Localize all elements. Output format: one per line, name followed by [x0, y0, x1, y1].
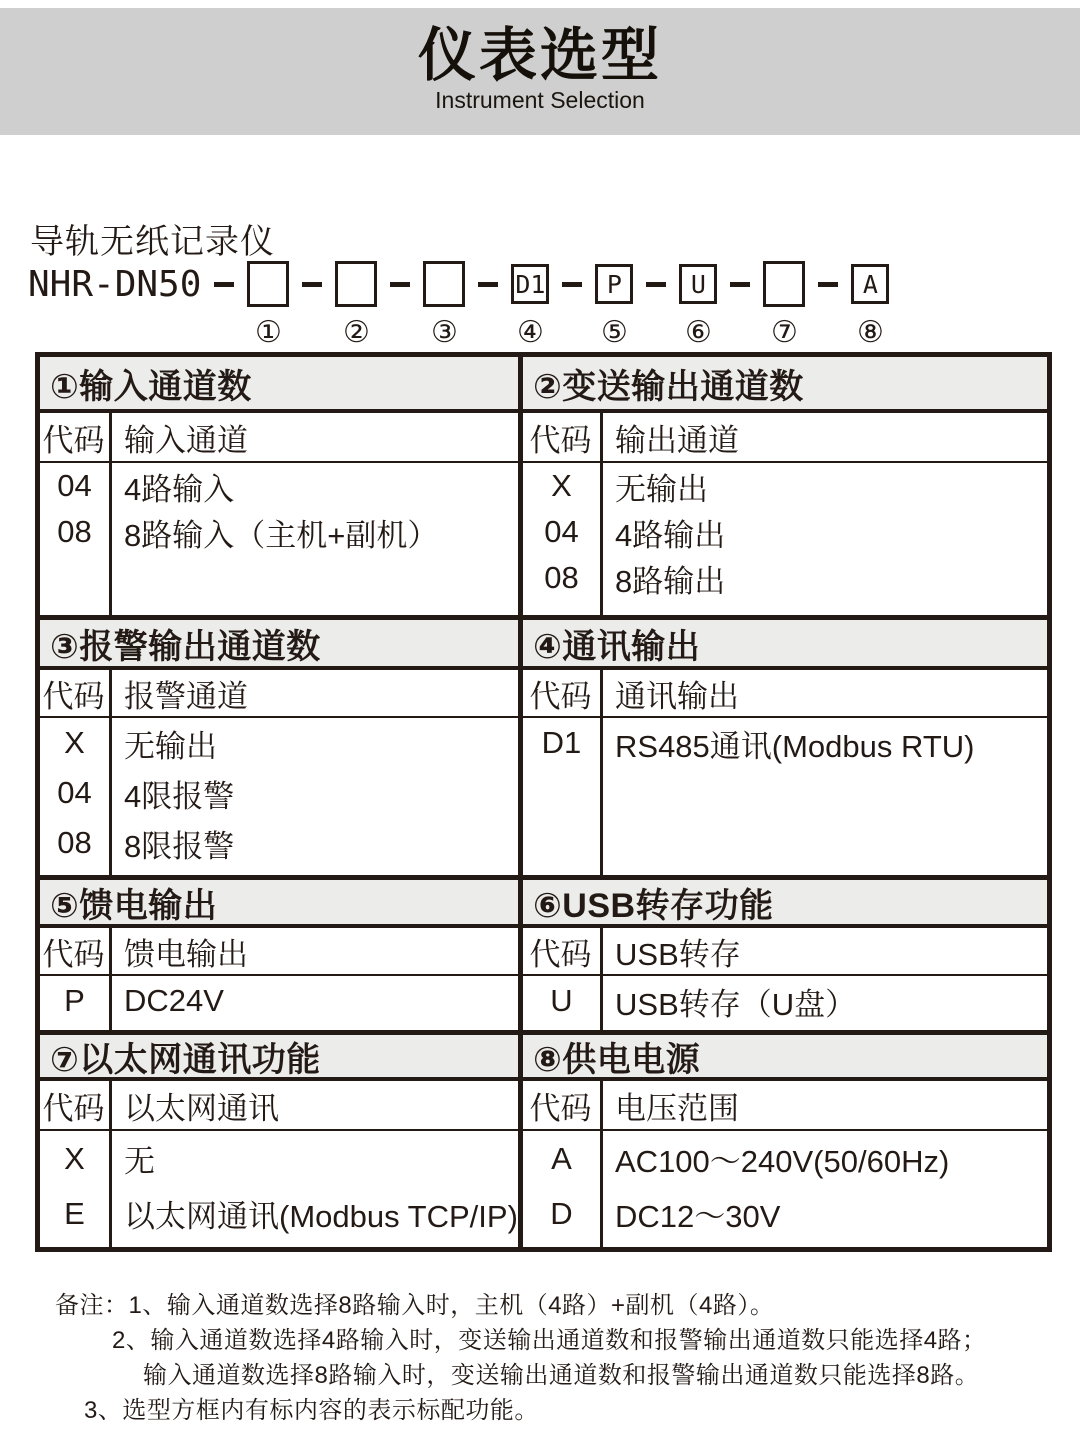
model-code-line [28, 258, 889, 310]
slot-number-4: ④ [516, 315, 544, 349]
selection-table [35, 352, 1052, 1252]
section-title: ⑦以太网通讯功能 [40, 1035, 518, 1081]
model-slot-box-6: U [679, 264, 717, 304]
code-header: 代码 [523, 413, 600, 463]
section-title: ⑧供电电源 [523, 1035, 1047, 1081]
code-header: 代码 [523, 1081, 600, 1131]
desc-cell: AC100～240V(50/60Hz) [615, 1144, 950, 1179]
desc-cell: 无 [124, 1144, 155, 1179]
slot-number-row [28, 314, 889, 350]
code-cell: 04 [544, 514, 579, 549]
section-alarm-output-channels [40, 615, 518, 875]
desc-cell: USB转存（U盘） [615, 986, 857, 1022]
desc-cell: 4路输出 [615, 517, 726, 553]
slot-number-3: ③ [430, 315, 458, 349]
code-header: 代码 [40, 928, 109, 976]
table-right-column [523, 357, 1047, 1247]
model-slot-box-1 [247, 261, 289, 307]
model-slot-box-7 [763, 261, 805, 307]
desc-cell: 8限报警 [124, 828, 235, 864]
model-slot-box-5: P [595, 264, 633, 304]
dash-separator [478, 282, 498, 287]
slot-number-7: ⑦ [770, 315, 798, 349]
section-ethernet-comm [40, 1030, 518, 1247]
code-header: 代码 [40, 413, 109, 463]
code-cell: D [550, 1195, 573, 1231]
code-cell: P [64, 983, 85, 1018]
code-cell: 08 [544, 560, 579, 595]
dash-separator [562, 282, 582, 287]
section-usb-transfer [523, 875, 1047, 1030]
desc-header: 报警通道 [112, 670, 518, 718]
dash-separator [214, 282, 234, 287]
code-cell: D1 [541, 725, 582, 760]
notes [0, 1288, 1080, 1428]
page-title: 仪表选型 [417, 23, 662, 88]
model-slot-box-2 [335, 261, 377, 307]
code-cell: X [551, 468, 572, 503]
dash-separator [302, 282, 322, 287]
code-cell: 04 [57, 775, 92, 810]
section-title: ①输入通道数 [40, 357, 518, 413]
desc-cell: 4路输入 [124, 471, 235, 507]
desc-cell: DC12～30V [615, 1199, 781, 1234]
desc-header: 以太网通讯 [112, 1081, 518, 1131]
dash-separator [390, 282, 410, 287]
desc-cell: 4限报警 [124, 778, 235, 814]
code-cell: X [64, 1140, 85, 1176]
code-cell: E [64, 1195, 85, 1231]
code-header: 代码 [40, 1081, 109, 1131]
code-header: 代码 [523, 670, 600, 718]
section-title: ③报警输出通道数 [40, 620, 518, 670]
slot-number-8: ⑧ [856, 315, 884, 349]
code-cell: A [551, 1140, 572, 1176]
code-header: 代码 [523, 928, 600, 976]
code-cell: 04 [57, 468, 92, 503]
desc-header: 输入通道 [112, 413, 518, 463]
section-input-channels [40, 357, 518, 615]
desc-header: USB转存 [603, 928, 1047, 976]
section-title: ⑥USB转存功能 [523, 880, 1047, 928]
desc-cell: DC24V [124, 983, 224, 1018]
desc-header: 电压范围 [603, 1081, 1047, 1131]
code-cell: X [64, 725, 85, 760]
desc-cell: RS485通讯(Modbus RTU) [615, 728, 975, 764]
dash-separator [818, 282, 838, 287]
section-title: ②变送输出通道数 [523, 357, 1047, 413]
model-slot-box-3 [423, 261, 465, 307]
desc-header: 输出通道 [603, 413, 1047, 463]
section-comm-output [523, 615, 1047, 875]
slot-number-1: ① [254, 315, 282, 349]
note-line: 输入通道数选择8路输入时，变送输出通道数和报警输出通道数只能选择8路。 [143, 1362, 980, 1389]
dash-separator [730, 282, 750, 287]
slot-number-2: ② [342, 315, 370, 349]
model-slot-box-4: D1 [511, 264, 549, 304]
section-transmit-output-channels [523, 357, 1047, 615]
desc-cell: 8路输出 [615, 563, 726, 599]
desc-cell: 无输出 [615, 471, 708, 507]
model-slot-box-8: A [851, 264, 889, 304]
desc-cell: 8路输入（主机+副机） [124, 517, 439, 553]
note-line: 2、输入通道数选择4路输入时，变送输出通道数和报警输出通道数只能选择4路； [112, 1327, 987, 1354]
section-power-supply [523, 1030, 1047, 1247]
note-line: 3、选型方框内有标内容的表示标配功能。 [84, 1397, 539, 1424]
desc-header: 馈电输出 [112, 928, 518, 976]
page-header [0, 8, 1080, 135]
product-name: 导轨无纸记录仪 [30, 223, 275, 261]
page-subtitle: Instrument Selection [435, 86, 645, 113]
table-left-column [40, 357, 518, 1247]
dash-separator [646, 282, 666, 287]
desc-header: 通讯输出 [603, 670, 1047, 718]
code-cell: 08 [57, 825, 92, 860]
slot-number-6: ⑥ [684, 315, 712, 349]
section-title: ⑤馈电输出 [40, 880, 518, 928]
desc-cell: 以太网通讯(Modbus TCP/IP) [124, 1199, 518, 1234]
slot-number-5: ⑤ [600, 315, 628, 349]
note-line: 备注：1、输入通道数选择8路输入时，主机（4路）+副机（4路）。 [55, 1292, 775, 1319]
section-power-feed-output [40, 875, 518, 1030]
code-header: 代码 [40, 670, 109, 718]
desc-cell: 无输出 [124, 728, 217, 764]
model-prefix: NHR-DN50 [28, 263, 202, 305]
code-cell: U [550, 983, 573, 1018]
section-title: ④通讯输出 [523, 620, 1047, 670]
code-cell: 08 [57, 514, 92, 549]
